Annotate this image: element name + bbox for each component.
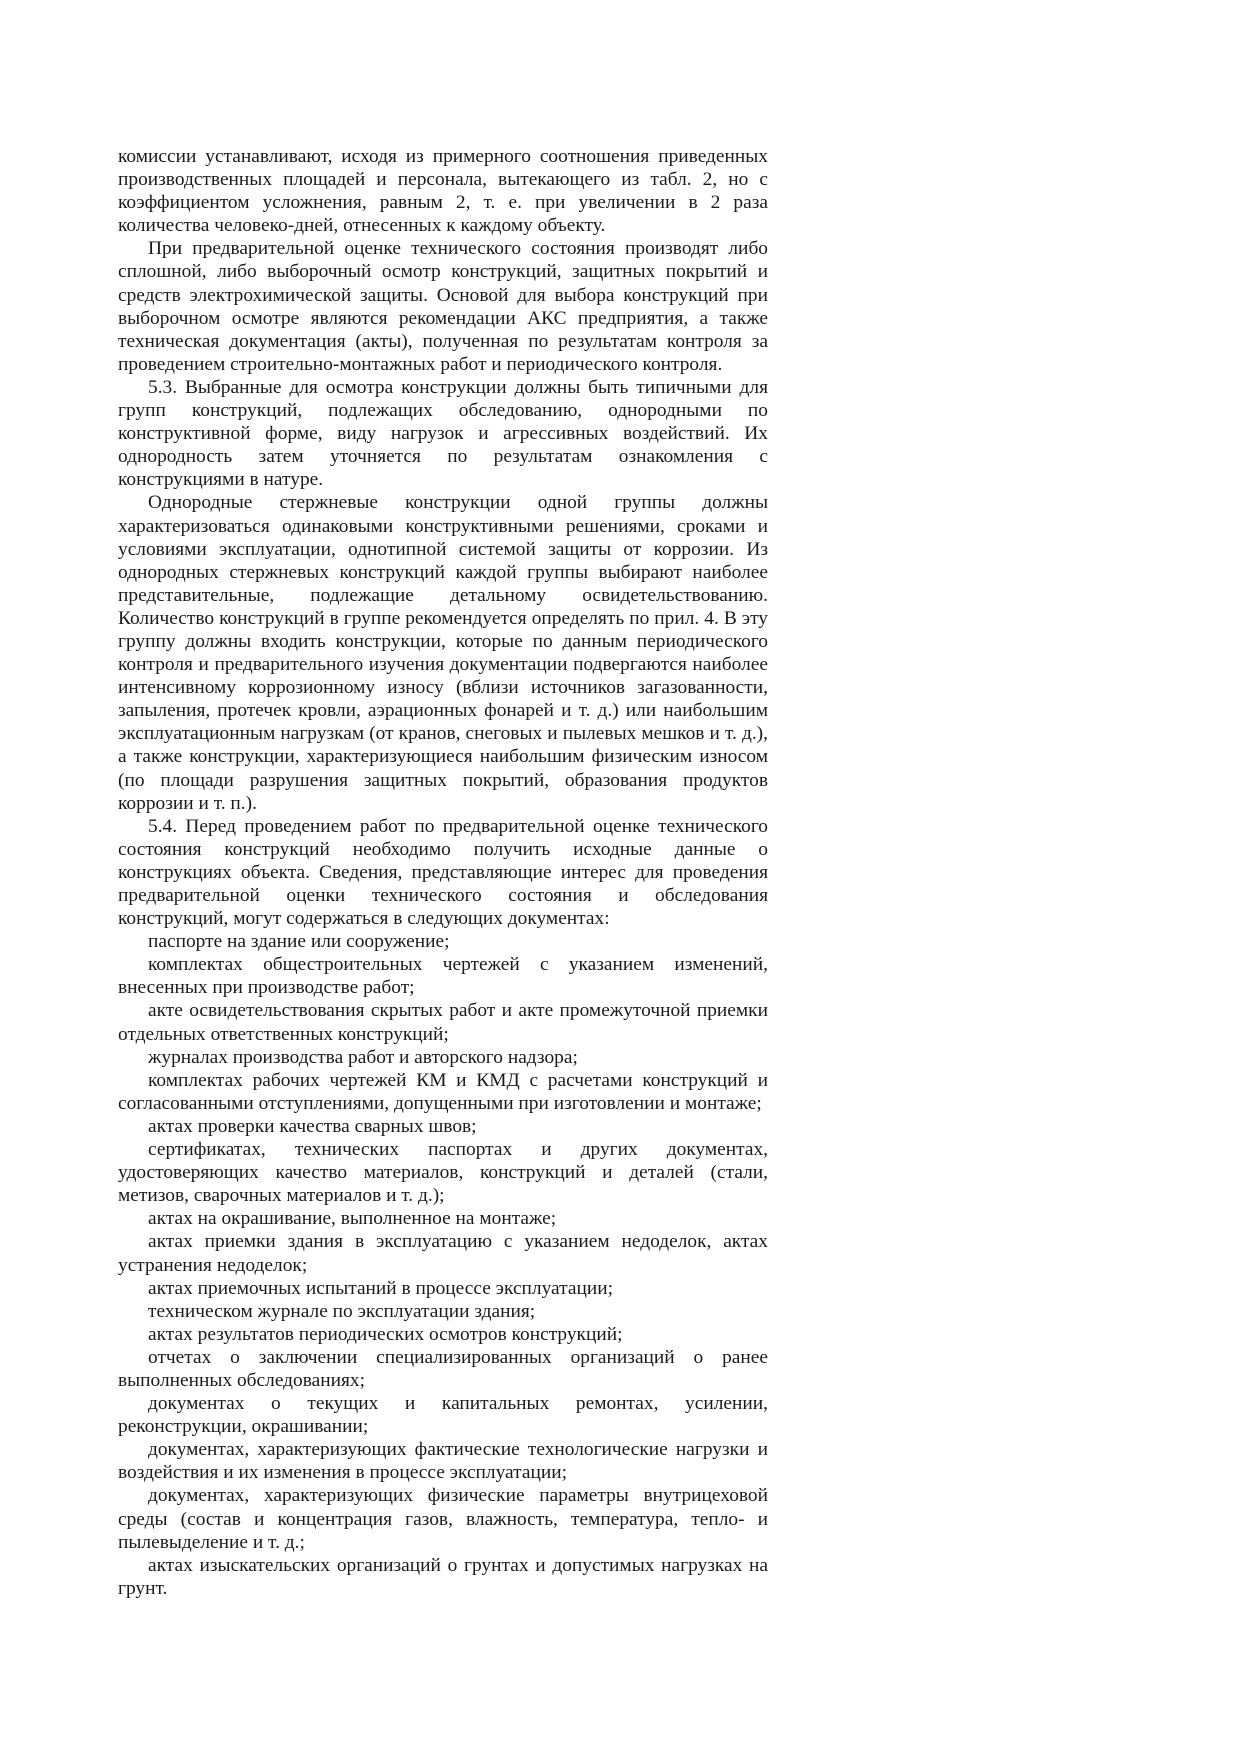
list-item: актах изыскательских организаций о грунтах и допустимых нагрузках на грунт. bbox=[118, 1554, 768, 1599]
list-item: актах на окрашивание, выполненное на монтаже; bbox=[148, 1208, 557, 1230]
list-item: актах проверки качества сварных швов; bbox=[148, 1115, 477, 1137]
document-page bbox=[118, 145, 768, 1600]
list-item: актах приемочных испытаний в процессе эксплуатации; bbox=[148, 1277, 613, 1299]
list-item: акте освидетельствования скрытых работ и акте промежуточной приемки отдельных ответственных конструкций; bbox=[118, 1000, 768, 1045]
list-item: актах приемки здания в эксплуатацию с указанием недоделок, актах устранения недоделок; bbox=[118, 1231, 768, 1276]
paragraph-section-5-3: 5.3. Выбранные для осмотра конструкции должны быть типичными для групп конструкций, подлежащих обследованию, однородными по конструктивной форме, виду нагрузок и агрессивных воздействий. Их однородность затем уточняется по результатам ознакомления с конструкциями в натуре. bbox=[118, 376, 768, 491]
paragraph-preliminary-assessment: При предварительной оценке технического состояния производят либо сплошной, либо выборочный осмотр конструкций, защитных покрытий и средств электрохимической защиты. Основой для выбора конструкций при выборочном осмотре являются рекомендации АКС предприятия, а также техническая документация (акты), полученная по результатам контроля за проведением строительно-монтажных работ и периодического контроля. bbox=[118, 238, 768, 375]
list-item: сертификатах, технических паспортах и других документах, удостоверяющих качество материалов, конструкций и деталей (стали, метизов, сварочных материалов и т. д.); bbox=[118, 1139, 768, 1207]
list-item: документах, характеризующих фактические технологические нагрузки и воздействия и их изменения в процессе эксплуатации; bbox=[118, 1439, 768, 1484]
list-item: паспорте на здание или сооружение; bbox=[148, 931, 450, 953]
list-item: комплектах общестроительных чертежей с указанием изменений, внесенных при производстве работ; bbox=[118, 954, 768, 999]
list-item: документах, характеризующих физические параметры внутрицеховой среды (состав и концентрация газов, влажность, температура, тепло- и пылевыделение и т. д.; bbox=[118, 1485, 768, 1553]
list-item: актах результатов периодических осмотров конструкций; bbox=[148, 1323, 623, 1345]
list-item: комплектах рабочих чертежей КМ и КМД с расчетами конструкций и согласованными отступлениями, допущенными при изготовлении и монтаже; bbox=[118, 1069, 768, 1114]
list-item: техническом журнале по эксплуатации здания; bbox=[148, 1300, 536, 1322]
list-item: документах о текущих и капитальных ремонтах, усилении, реконструкции, окрашивании; bbox=[118, 1393, 768, 1438]
paragraph-homogeneous-structures: Однородные стержневые конструкции одной группы должны характеризоваться одинаковыми конструктивными решениями, сроками и условиями эксплуатации, однотипной системой защиты от коррозии. Из однородных стержневых конструкций каждой группы выбирают наиболее представительные, подлежащие детальному освидетельствованию. Количество конструкций в группе рекомендуется определять по прил. 4. В эту группу должны входить конструкции, которые по данным периодического контроля и предварительного изучения документации подвергаются наиболее интенсивному коррозионному износу (вблизи источников загазованности, запыления, протечек кровли, аэрационных фонарей и т. д.) или наибольшим эксплуатационным нагрузкам (от кранов, снеговых и пылевых мешков и т. д.), а также конструкции, характеризующиеся наибольшим физическим износом (по площади разрушения защитных покрытий, образования продуктов коррозии и т. п.). bbox=[118, 492, 768, 814]
paragraph-section-5-4: 5.4. Перед проведением работ по предварительной оценке технического состояния конструкций необходимо получить исходные данные о конструкциях объекта. Сведения, представляющие интерес для проведения предварительной оценки технического состояния и обследования конструкций, могут содержаться в следующих документах: bbox=[118, 815, 768, 930]
list-item: отчетах о заключении специализированных организаций о ранее выполненных обследованиях; bbox=[118, 1346, 768, 1391]
list-item: журналах производства работ и авторского надзора; bbox=[148, 1046, 578, 1068]
paragraph-continuation: комиссии устанавливают, исходя из примерного соотношения приведенных производственных площадей и персонала, вытекающего из табл. 2, но с коэффициентом усложнения, равным 2, т. е. при увеличении в 2 раза количества человеко-дней, отнесенных к каждому объекту. bbox=[118, 146, 768, 237]
